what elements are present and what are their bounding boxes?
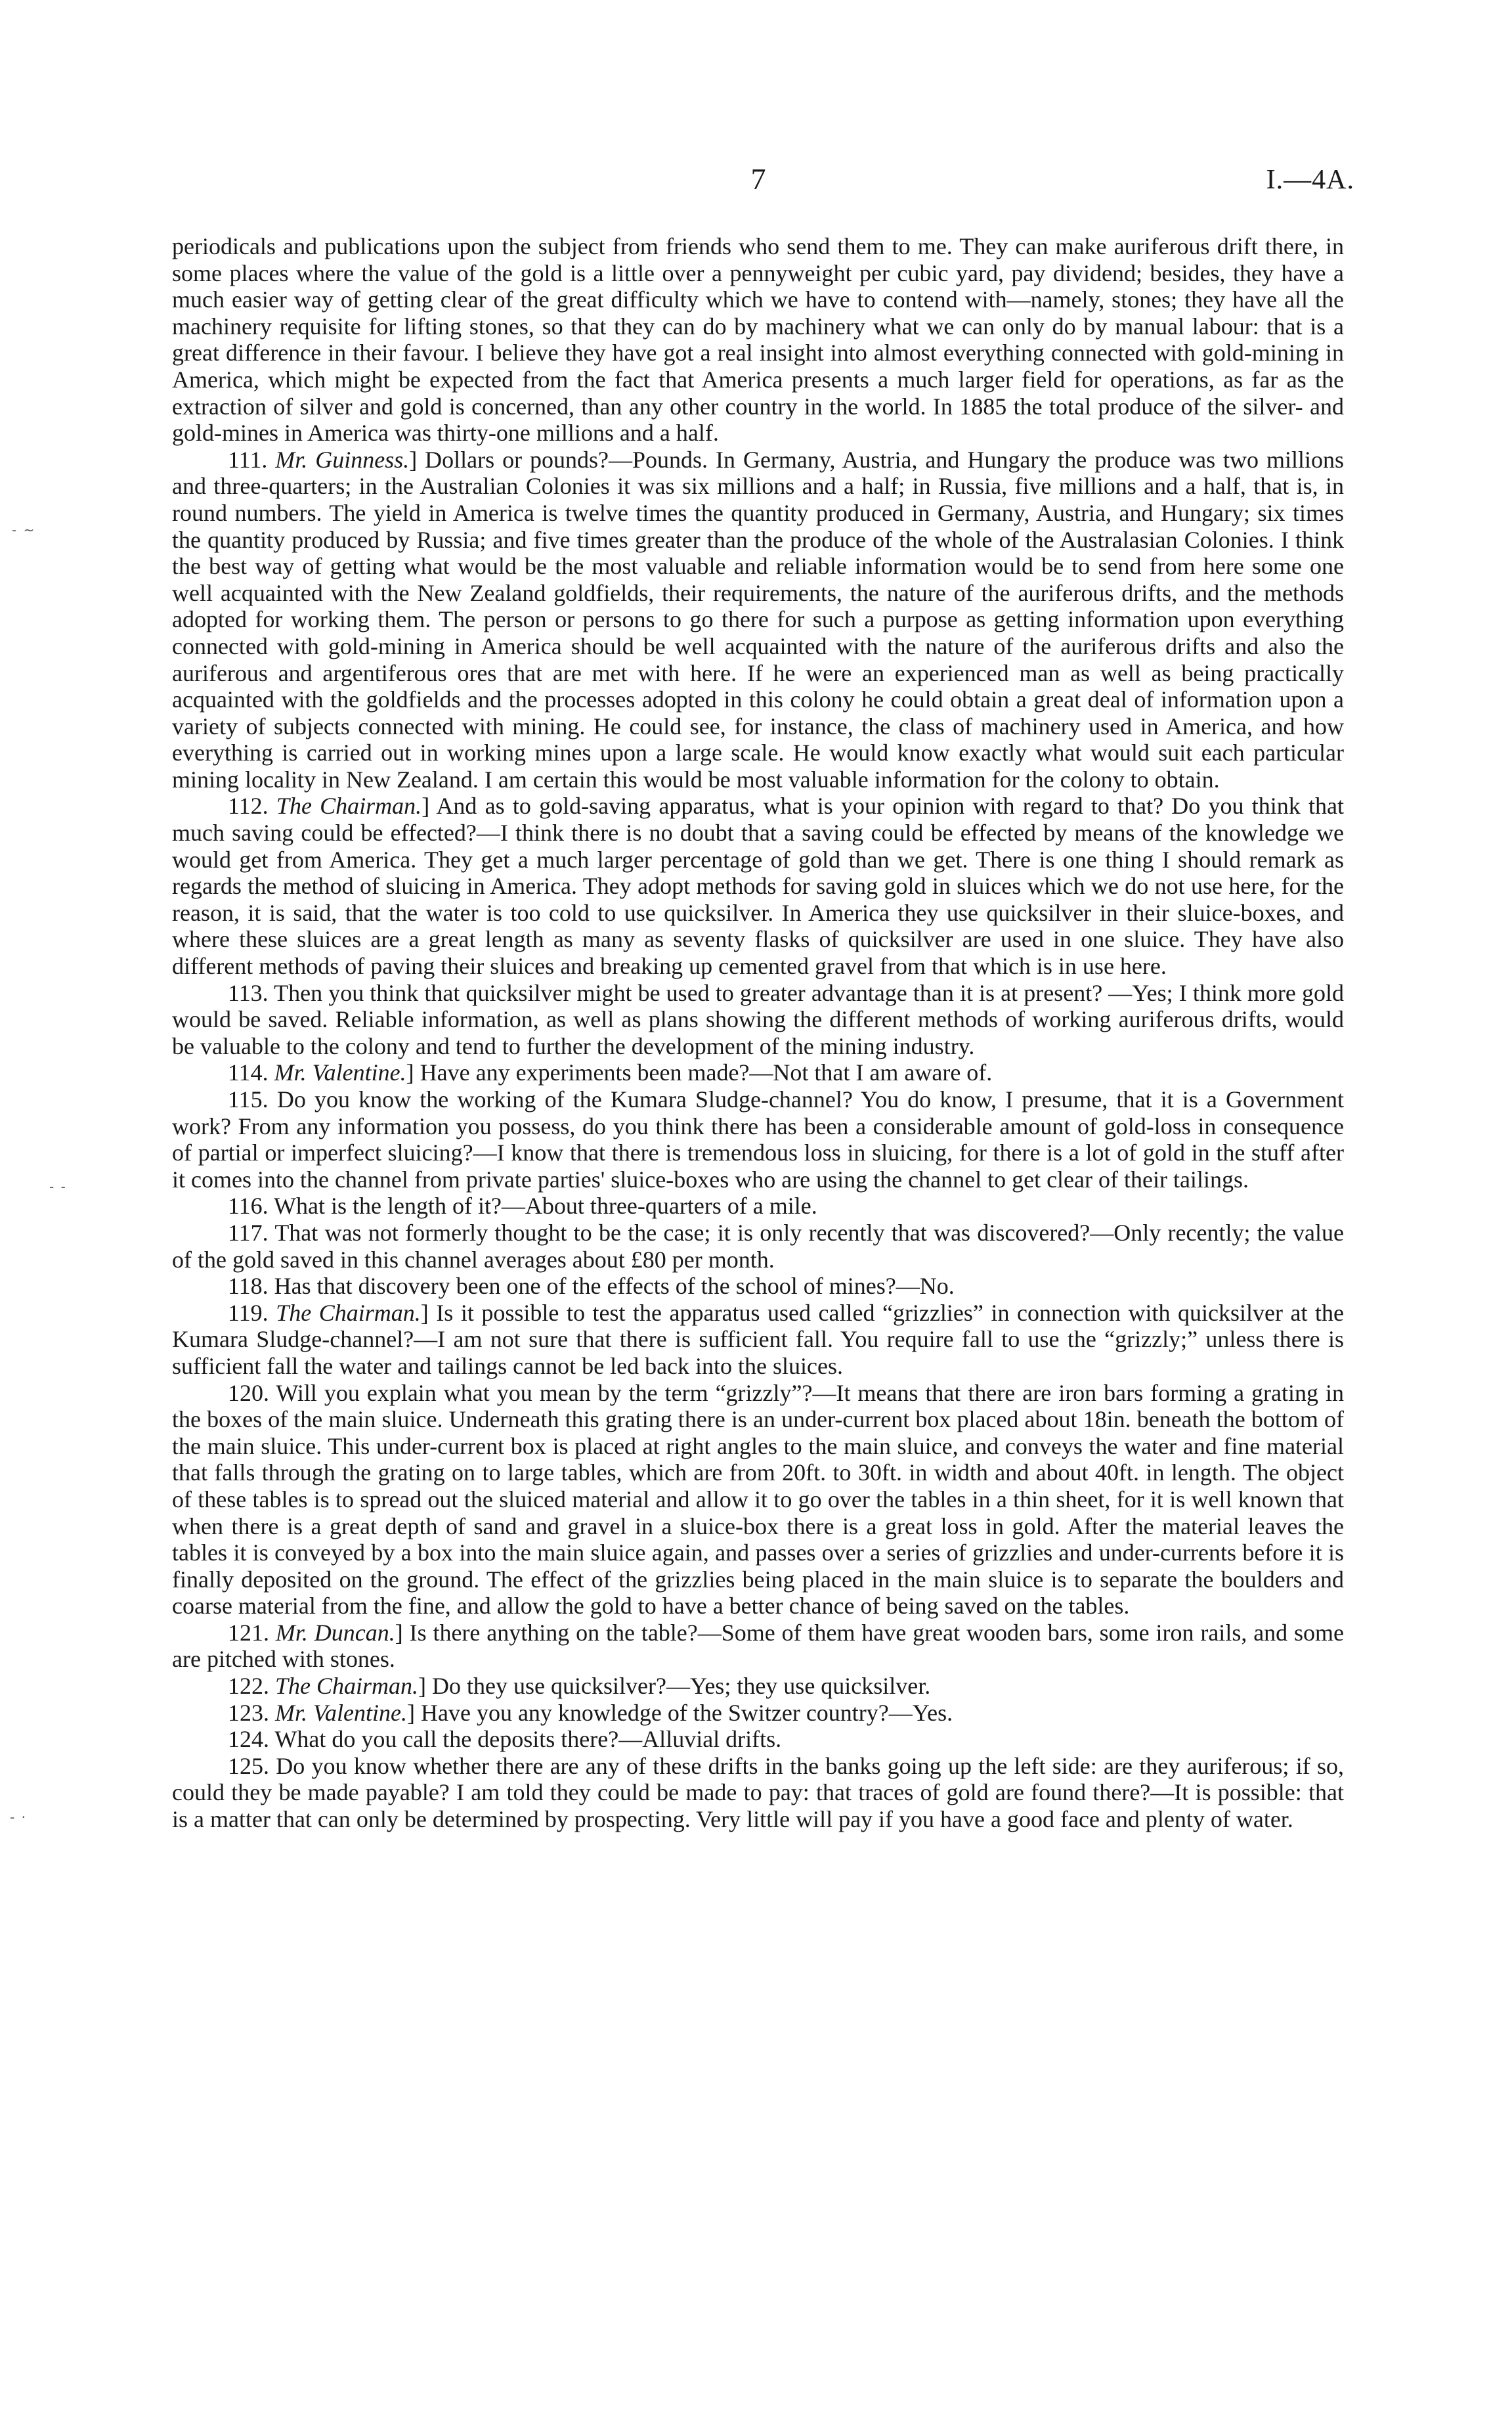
question-number: 111.: [228, 446, 268, 473]
question-number: 118.: [228, 1273, 269, 1300]
question-number: 122.: [228, 1673, 269, 1700]
question-text: Is it possible to test the apparatus used called “grizzlies” in connection with quicksilver at the Kumara Sludge-channel?—I am not sure that there is sufficient fall. You require fall to use the “grizzly;” unless there is sufficient fall the water and tailings cannot be led back into the sluices.: [172, 1299, 1344, 1379]
speaker-name: The Chairman.: [276, 1299, 421, 1326]
question-112: 112. The Chairman.] And as to gold-saving apparatus, what is your opinion with regard to that? Do you think that much saving could be effected?—I think there is no doubt that a saving could be effected by means of the knowledge we would get from America. They get a much larger percentage of gold than we get. There is one thing I should remark as regards the method of sluicing in America. They adopt methods for saving gold in sluices which we do not use here, for the reason, it is said, that the water is too cold to use quicksilver. In America they use quicksilver in their sluice-boxes, and where these sluices are a great length as many as seventy flasks of quicksilver are used in one sluice. They have also different methods of paving their sluices and breaking up cemented gravel from that which is in use here.: [172, 793, 1344, 980]
document-reference: I.—4A.: [1266, 165, 1354, 195]
question-text: Do you know whether there are any of these drifts in the banks going up the left side: are they auriferous; if so, could they be made payable? I am told they could be made to pay: that traces of gold are found there?—It is possible: that is a matter that can only be determined by prospecting. Very little will pay if you have a good face and plenty of water.: [172, 1752, 1344, 1833]
question-number: 125.: [228, 1752, 269, 1779]
margin-mark: - ·: [10, 1809, 27, 1825]
question-122: 122. The Chairman.] Do they use quicksilver?—Yes; they use quicksilver.: [228, 1673, 931, 1700]
speaker-name: The Chairman.: [276, 793, 422, 820]
speaker-name: Mr. Valentine.: [274, 1059, 406, 1086]
question-text: Will you explain what you mean by the term “grizzly”?—It means that there are iron bars forming a grating in the boxes of the main sluice. Underneath this grating there is an under-current box placed about 18in. beneath the bottom of the main sluice. This under-current box is placed at right angles to the main sluice, and conveys the water and fine material that falls through the grating on to large tables, which are from 20ft. to 30ft. in width and about 40ft. in length. The object of these tables is to spread out the sluiced material and allow it to go over the tables in a thin sheet, for it is well known that when there is a great depth of sand and gravel in a sluice-box there is a great loss in gold. After the material leaves the tables it is conveyed by a box into the main sluice again, and passes over a series of grizzlies and under-currents before it is finally deposited on the ground. The effect of the grizzlies being placed in the main sluice is to separate the boulders and coarse material from the fine, and allow the gold to have a better chance of being saved on the tables.: [172, 1379, 1344, 1620]
question-text: Do you know the working of the Kumara Sludge-channel? You do know, I presume, that it is a Government work? From any information you possess, do you think there has been a considerable amount of gold-loss in consequence of partial or imperfect sluicing?—I know that there is tremendous loss in sluicing, for there is a lot of gold in the stuff after it comes into the channel from private parties' sluice-boxes who are using the channel to get clear of their tailings.: [172, 1086, 1344, 1193]
speaker-name: Mr. Duncan.: [275, 1619, 395, 1646]
question-123: 123. Mr. Valentine.] Have you any knowledge of the Switzer country?—Yes.: [228, 1699, 953, 1726]
question-number: 115.: [228, 1086, 269, 1113]
speaker-name: Mr. Valentine.: [275, 1699, 407, 1726]
speaker-name: Mr. Guinness.: [275, 446, 410, 473]
question-120: [172, 1380, 1344, 1620]
question-number: 123.: [228, 1699, 269, 1726]
question-119: 119. The Chairman.] Is it possible to test the apparatus used called “grizzlies” in connection with quicksilver at the Kumara Sludge-channel?—I am not sure that there is sufficient fall. You require fall to use the “grizzly;” unless there is sufficient fall the water and tailings cannot be led back into the sluices.: [172, 1299, 1344, 1379]
testimony-body: [172, 233, 1344, 1833]
question-116: [172, 1193, 1344, 1220]
question-115: [172, 1086, 1344, 1193]
question-124: [172, 1726, 1344, 1753]
question-125: [172, 1753, 1344, 1833]
question-121: 121. Mr. Duncan.] Is there anything on the table?—Some of them have great wooden bars, some iron rails, and some are pitched with stones.: [172, 1619, 1345, 1673]
question-text: Have any experiments been made?—Not that I am aware of.: [414, 1059, 993, 1086]
question-number: 114.: [228, 1059, 269, 1086]
question-text: Has that discovery been one of the effects of the school of mines?—No.: [274, 1273, 955, 1300]
question-number: 120.: [228, 1379, 269, 1406]
question-text: Is there anything on the table?—Some of them have great wooden bars, some iron rails, and some are pitched with stones.: [172, 1619, 1345, 1673]
question-117: [172, 1220, 1344, 1273]
question-number: 121.: [228, 1619, 269, 1646]
question-text: Have you any knowledge of the Switzer country?—Yes.: [414, 1699, 953, 1726]
question-text: What is the length of it?—About three-quarters of a mile.: [274, 1193, 817, 1220]
question-111: 111. Mr. Guinness.] Dollars or pounds?—Pounds. In Germany, Austria, and Hungary the produce was two millions and three-quarters; in the Australian Colonies it was six millions and a half; in Russia, five millions and a half, that is, in round numbers. The yield in America is twelve times the quantity produced in Germany, Austria, and Hungary; six times the quantity produced by Russia; and five times greater than the produce of the whole of the Australasian Colonies. I think the best way of getting what would be the most valuable and reliable information would be to send from here some one well acquainted with the New Zealand goldfields, their requirements, the nature of the auriferous drifts, and the methods adopted for working them. The person or persons to go there for such a purpose as getting information upon everything connected with gold-mining in America should be well acquainted with the nature of the auriferous drifts and also the auriferous and argentiferous ores that are met with here. If he were an experienced man as well as being practically acquainted with the goldfields and the processes adopted in this colony he could obtain a great deal of information upon a variety of subjects connected with mining. He could see, for instance, the class of machinery used in America, and how everything is carried out in working mines upon a large scale. He would know exactly what would suit each particular mining locality in New Zealand. I am certain this would be most valuable information for the colony to obtain.: [172, 446, 1344, 793]
question-number: 119.: [228, 1299, 269, 1326]
question-number: 124.: [228, 1726, 269, 1753]
question-118: [172, 1273, 1344, 1300]
speaker-name: The Chairman.: [275, 1673, 419, 1700]
opening-paragraph: periodicals and publications upon the subject from friends who send them to me. They can make auriferous drift there, in some places where the value of the gold is a little over a pennyweight per cubic yard, pay dividend; besides, they have a much easier way of getting clear of the great difficulty which we have to contend with—namely, stones; they have all the machinery requisite for lifting stones, so that they can do by machinery what we can only do by manual labour: that is a great difference in their favour. I believe they have got a real insight into almost everything connected with gold-mining in America, which might be expected from the fact that America presents a much larger field for operations, as far as the extraction of silver and gold is concerned, than any other country in the world. In 1885 the total produce of the silver- and gold-mines in America was thirty-one millions and a half.: [172, 233, 1344, 447]
question-text: That was not formerly thought to be the case; it is only recently that was discovered?—Only recently; the value of the gold saved in this channel averages about £80 per month.: [172, 1219, 1344, 1273]
question-text: Then you think that quicksilver might be used to greater advantage than it is at present? —Yes; I think more gold would be saved. Reliable information, as well as plans showing the different methods of working auriferous drifts, would be valuable to the colony and tend to further the development of the mining industry.: [172, 979, 1344, 1059]
question-text: Dollars or pounds?—Pounds. In Germany, Austria, and Hungary the produce was two millions and three-quarters; in the Australian Colonies it was six millions and a half; in Russia, five millions and a half, that is, in round numbers. The yield in America is twelve times the quantity produced in Germany, Austria, and Hungary; six times the quantity produced by Russia; and five times greater than the produce of the whole of the Australasian Colonies. I think the best way of getting what would be the most valuable and reliable information would be to send from here some one well acquainted with the New Zealand goldfields, their requirements, the nature of the auriferous drifts, and the methods adopted for working them. The person or persons to go there for such a purpose as getting information upon everything connected with gold-mining in America should be well acquainted with the nature of the auriferous drifts and also the auriferous and argentiferous ores that are met with here. If he were an experienced man as well as being practically acquainted with the goldfields and the processes adopted in this colony he could obtain a great deal of information upon a variety of subjects connected with mining. He could see, for instance, the class of machinery used in America, and how everything is carried out in working mines upon a large scale. He would know exactly what would suit each particular mining locality in New Zealand. I am certain this would be most valuable information for the colony to obtain.: [172, 446, 1344, 793]
page-number: 7: [750, 162, 766, 196]
question-number: 113.: [228, 979, 269, 1006]
margin-mark: - ~: [12, 522, 36, 538]
question-113: [172, 980, 1344, 1060]
question-text: Do they use quicksilver?—Yes; they use quicksilver.: [426, 1673, 931, 1700]
margin-mark: - -: [49, 1179, 67, 1195]
question-number: 116.: [228, 1193, 269, 1220]
question-114: 114. Mr. Valentine.] Have any experiments been made?—Not that I am aware of.: [228, 1059, 993, 1086]
question-text: What do you call the deposits there?—Alluvial drifts.: [274, 1726, 782, 1753]
question-number: 117.: [228, 1219, 269, 1246]
question-text: And as to gold-saving apparatus, what is your opinion with regard to that? Do you think that much saving could be effected?—I think there is no doubt that a saving could be effected by means of the knowledge we would get from America. They get a much larger percentage of gold than we get. There is one thing I should remark as regards the method of sluicing in America. They adopt methods for saving gold in sluices which we do not use here, for the reason, it is said, that the water is too cold to use quicksilver. In America they use quicksilver in their sluice-boxes, and where these sluices are a great length as many as seventy flasks of quicksilver are used in one sluice. They have also different methods of paving their sluices and breaking up cemented gravel from that which is in use here.: [172, 793, 1344, 980]
question-number: 112.: [228, 793, 269, 820]
